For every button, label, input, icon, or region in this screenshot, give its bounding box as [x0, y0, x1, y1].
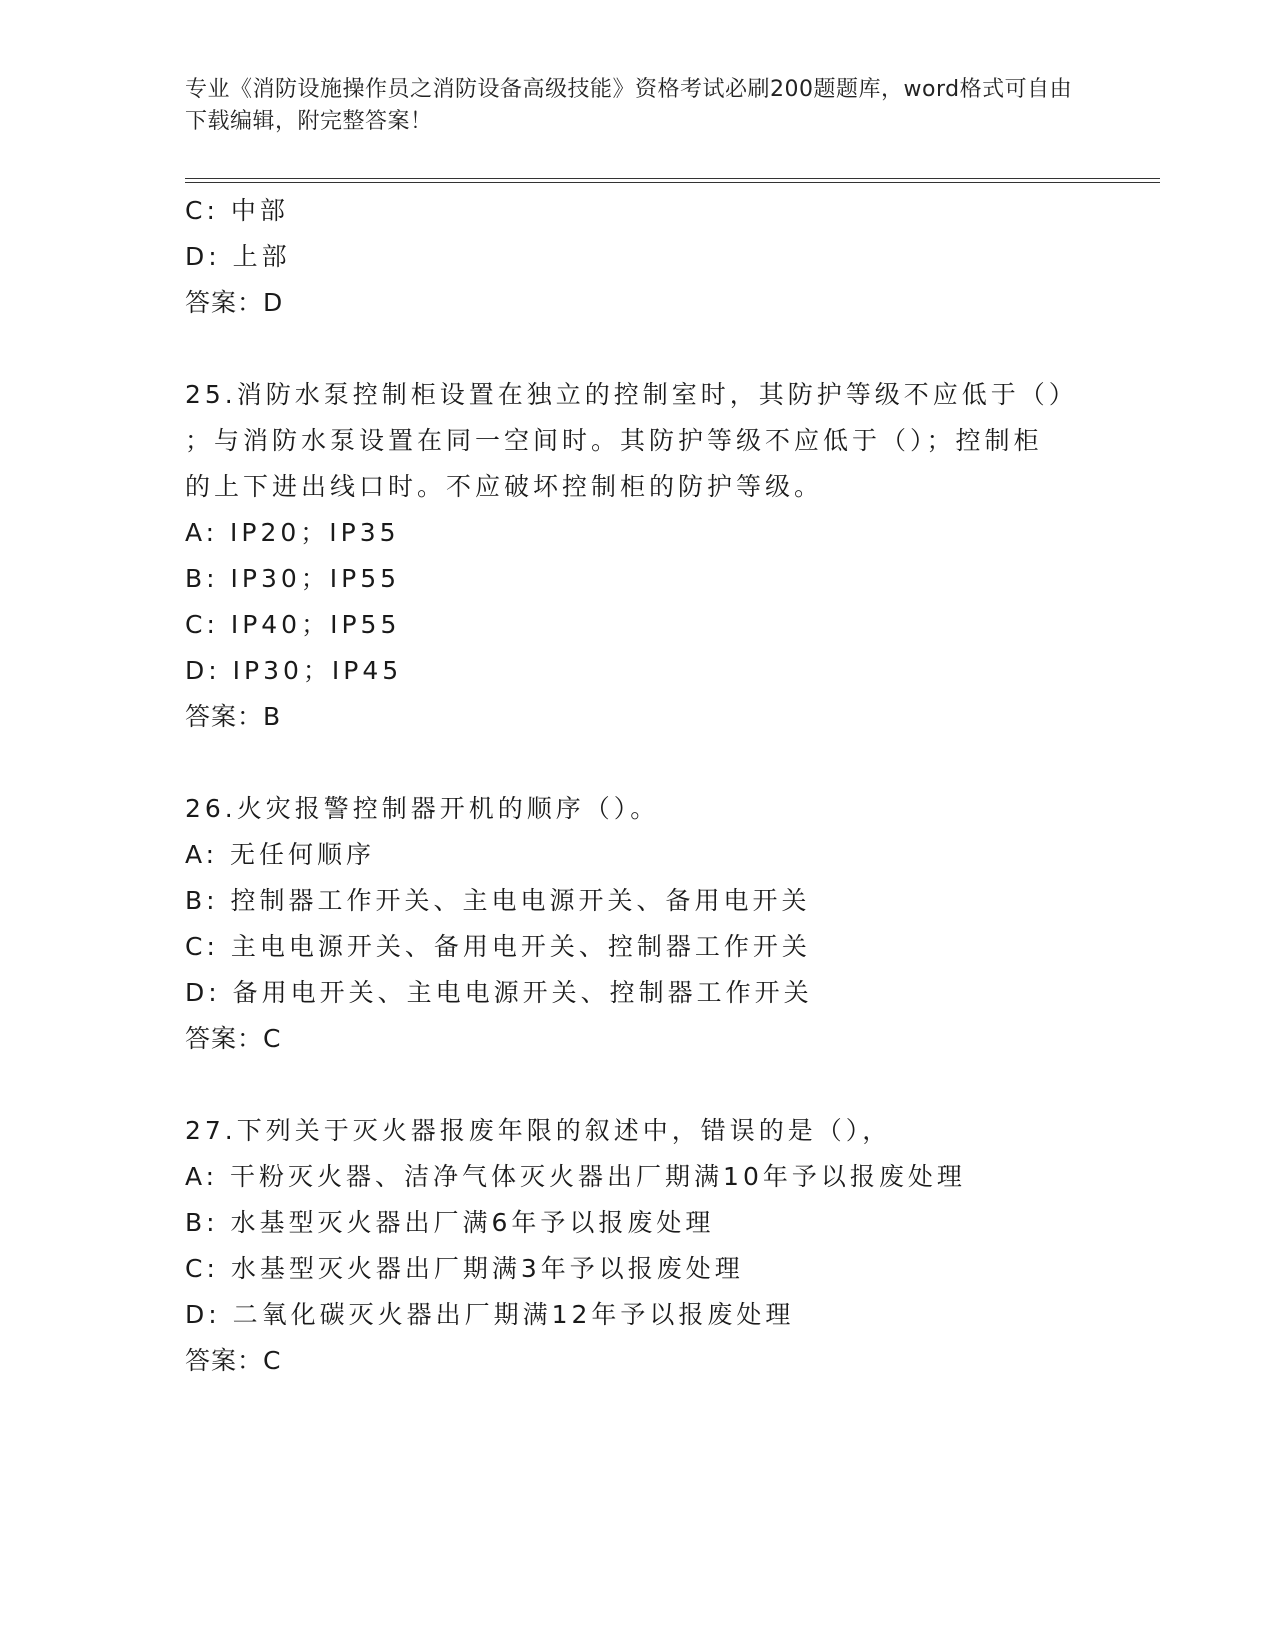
previous-question-continuation — [185, 188, 1085, 326]
option-a: A: IP20；IP35 — [185, 518, 400, 547]
answer-line: 答案：B — [185, 702, 282, 731]
option-b: B: IP30；IP55 — [185, 564, 401, 593]
spacer — [185, 1062, 1085, 1108]
option-a: A: 无任何顺序 — [185, 840, 376, 869]
document-header-title: 专业《消防设施操作员之消防设备高级技能》资格考试必刷200题题库，word格式可自由下载编辑，附完整答案！ — [185, 77, 1073, 134]
question-26 — [185, 786, 1085, 1062]
question-27 — [185, 1108, 1085, 1384]
option-d: D: 二氧化碳灭火器出厂期满12年予以报废处理 — [185, 1300, 795, 1329]
spacer — [185, 740, 1085, 786]
option-d: D: 上部 — [185, 242, 291, 271]
spacer — [185, 326, 1085, 372]
header-divider — [185, 178, 1160, 183]
answer-line: 答案：C — [185, 1346, 282, 1375]
question-25 — [185, 372, 1085, 740]
option-c: C: 水基型灭火器出厂期满3年予以报废处理 — [185, 1254, 744, 1283]
option-d: D: 备用电开关、主电电源开关、控制器工作开关 — [185, 978, 813, 1007]
question-stem-line: 26.火灾报警控制器开机的顺序（）。 — [185, 794, 660, 823]
option-b: B: 水基型灭火器出厂满6年予以报废处理 — [185, 1208, 715, 1237]
question-stem-line: 27.下列关于灭火器报废年限的叙述中，错误的是（）， — [185, 1116, 892, 1145]
option-d: D: IP30；IP45 — [185, 656, 403, 685]
answer-line: 答案：C — [185, 1024, 282, 1053]
option-c: C: 中部 — [185, 196, 289, 225]
question-stem-line: 25.消防水泵控制柜设置在独立的控制室时，其防护等级不应低于（） — [185, 380, 1078, 409]
option-b: B: 控制器工作开关、主电电源开关、备用电开关 — [185, 886, 811, 915]
question-stem-line: ；与消防水泵设置在同一空间时。其防护等级不应低于（）；控制柜 — [185, 426, 1043, 455]
answer-line: 答案：D — [185, 288, 284, 317]
question-content — [185, 188, 1085, 1384]
question-stem-line: 的上下进出线口时。不应破坏控制柜的防护等级。 — [185, 472, 824, 501]
option-a: A: 干粉灭火器、洁净气体灭火器出厂期满10年予以报废处理 — [185, 1162, 966, 1191]
option-c: C: 主电电源开关、备用电开关、控制器工作开关 — [185, 932, 811, 961]
option-c: C: IP40；IP55 — [185, 610, 401, 639]
